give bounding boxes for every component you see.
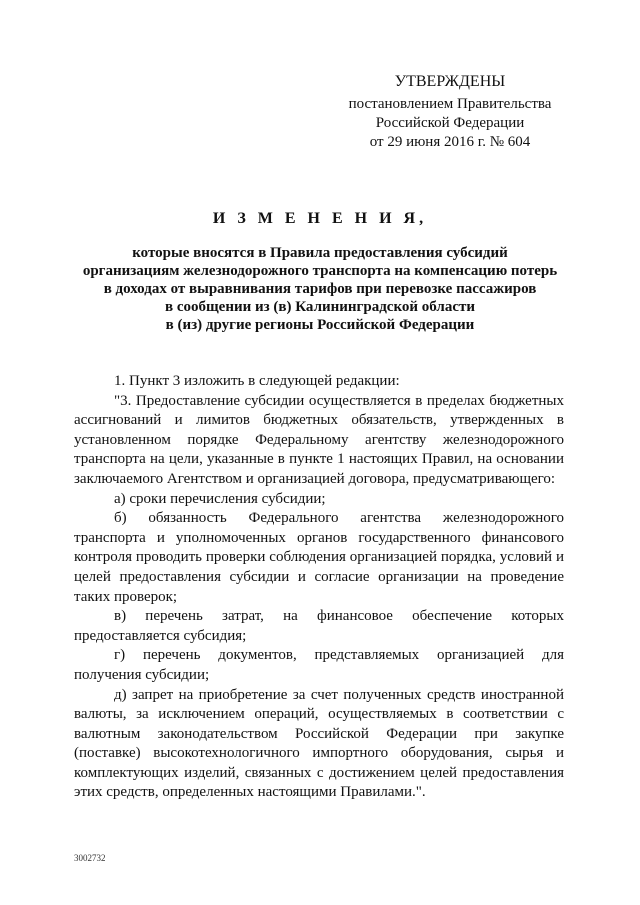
document-subtitle <box>40 244 600 334</box>
paragraph-item-1: 1. Пункт 3 изложить в следующей редакции: <box>114 373 400 389</box>
approval-line-1: постановлением Правительства <box>348 96 552 112</box>
paragraph-subitem-d: д) запрет на приобретение за счет полученных средств иностранной валюты, за исключением операций, осуществляемых в соответствии с валютным законодательством Российской Федерации при закупке (поставке) высокотехнологичного импортного оборудования, сырья и комплектующих изделий, связанных с достижением целей предоставления этих средств, определенных настоящими Правилами.". <box>74 686 564 801</box>
paragraph-subitem-v: в) перечень затрат, на финансовое обеспечение которых предоставляется субсидия; <box>74 608 564 644</box>
document-title: И З М Е Н Е Н И Я, <box>212 210 428 227</box>
approval-line-3: от 29 июня 2016 г. № 604 <box>369 134 531 150</box>
paragraph-subitem-a: а) сроки перечисления субсидии; <box>114 490 326 507</box>
document-body <box>74 372 564 803</box>
paragraph-point-3: "3. Предоставление субсидии осуществляется в пределах бюджетных ассигнований и лимитов бюджетных обязательств, утвержденных в установленном порядке Федеральному агентству железнодорожного транспорта на цели, указанные в пункте 1 настоящих Правил, на основании заключаемого Агентством и организацией договора, предусматривающего: <box>74 392 564 487</box>
subtitle-line: которые вносятся в Правила предоставления субсидий <box>132 245 508 261</box>
subtitle-line: в (из) другие регионы Российской Федерации <box>165 317 475 333</box>
paragraph-subitem-g: г) перечень документов, представляемых организацией для получения субсидии; <box>74 647 564 683</box>
subtitle-line: в сообщении из (в) Калининградской области <box>164 299 475 315</box>
subtitle-line: в доходах от выравнивания тарифов при перевозке пассажиров <box>103 281 537 297</box>
approval-stamp <box>330 72 570 152</box>
document-code: 3002732 <box>74 853 106 863</box>
approval-heading: УТВЕРЖДЕНЫ <box>394 73 506 90</box>
paragraph-subitem-b: б) обязанность Федерального агентства железнодорожного транспорта и уполномоченных органов государственного финансового контроля проводить проверки соблюдения организацией порядка, условий и целей предоставления субсидии и согласие организации на проведение таких проверок; <box>74 510 564 605</box>
approval-line-2: Российской Федерации <box>375 115 525 131</box>
subtitle-line: организациям железнодорожного транспорта на компенсацию потерь <box>82 263 558 279</box>
